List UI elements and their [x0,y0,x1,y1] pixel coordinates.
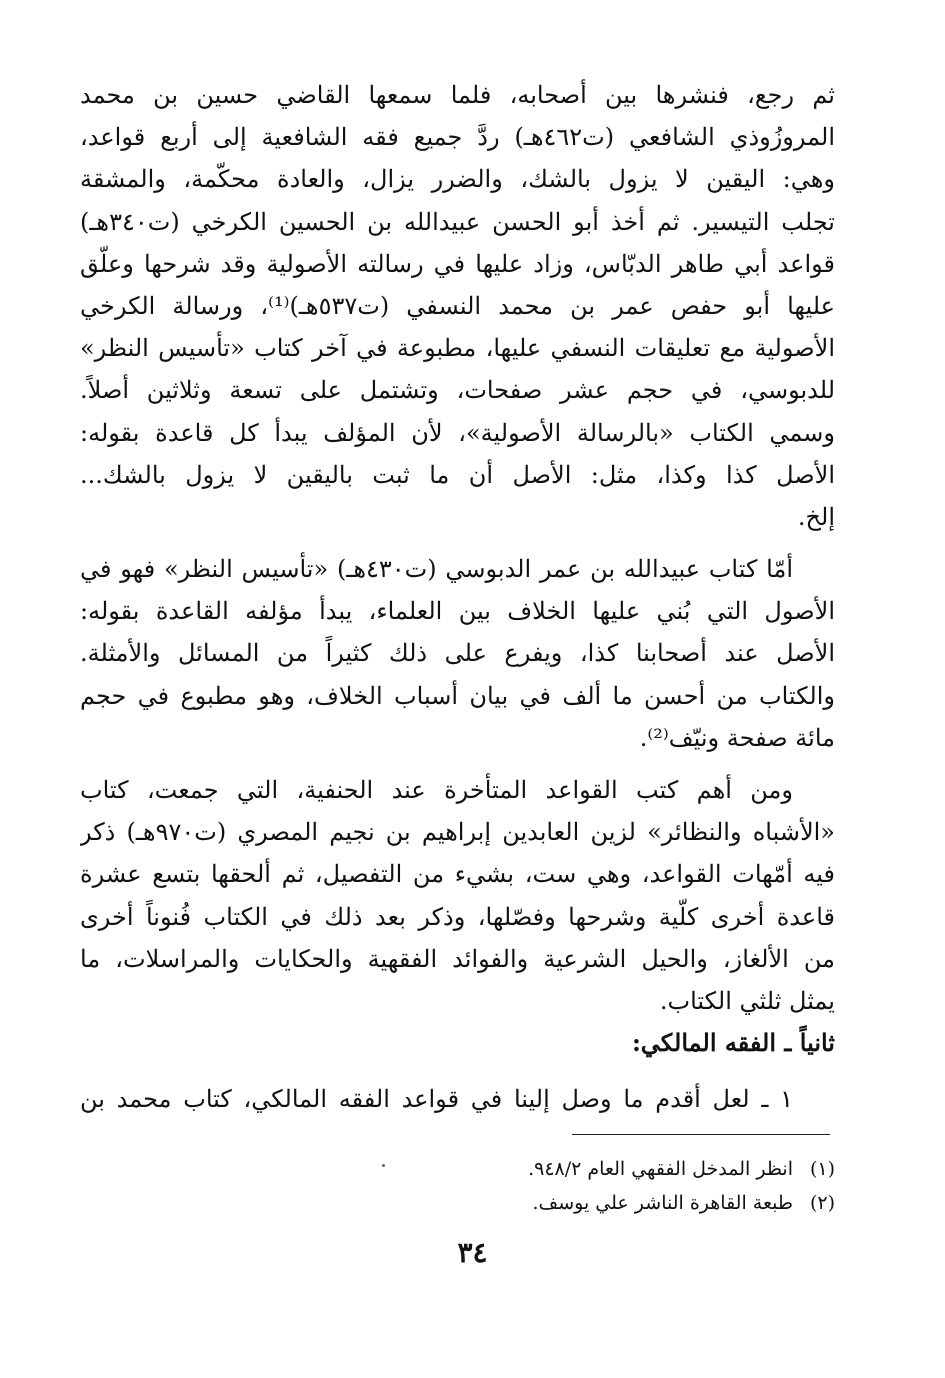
paragraph-3 [80,769,835,1022]
text-line: والكتاب من أحسن ما ألف في بيان أسباب الخلاف، وهو مطبوع في حجم [80,681,835,710]
text-line: أمّا كتاب عبيدالله بن عمر الدبوسي (ت٤٣٠هـ) «تأسيس النظر» فهو في [80,555,793,584]
text-line: عليها أبو حفص عمر بن محمد النسفي (ت٥٣٧هـ)⁽¹⁾، ورسالة الكرخي [80,291,835,320]
footnote-2 [80,1186,835,1220]
paragraph-1 [80,74,835,538]
text-line: الأصولية مع تعليقات النسفي عليها، مطبوعة في آخر كتاب «تأسيس النظر» [80,334,835,363]
text-line: الأصل كذا وكذا، مثل: الأصل أن ما ثبت باليقين لا يزول بالشك... [80,460,835,489]
text-line: وسمي الكتاب «بالرسالة الأصولية»، لأن المؤلف يبدأ كل قاعدة بقوله: [80,418,835,447]
text-line: فيه أمّهات القواعد، وهي ست، بشيء من التفصيل، ثم ألحقها بتسع عشرة [80,860,835,889]
text-line: وهي: اليقين لا يزول بالشك، والضرر يزال، والعادة محكّمة، والمشقة [80,165,835,194]
footnote-number: (١) [809,1158,835,1180]
text-line: «الأشباه والنظائر» لزين العابدين إبراهيم بن نجيم المصري (ت٩٧٠هـ) ذكر [80,818,835,847]
text-line: إلخ. [797,502,835,531]
footnote-1 [80,1152,835,1186]
text-line: للدبوسي، في حجم عشر صفحات، وتشتمل على تسعة وثلاثين أصلاً. [80,376,835,405]
text-line: مائة صفحة ونيّف⁽²⁾. [639,723,835,752]
text-line: قواعد أبي طاهر الدبّاس، وزاد عليها في رسالته الأصولية وقد شرحها وعلّق [80,249,835,278]
text-line: قاعدة أخرى كلّية وشرحها وفصّلها، وذكر بعد ذلك في الكتاب فُنوناً أخرى [80,902,835,931]
text-line: ومن أهم كتب القواعد المتأخرة عند الحنفية، التي جمعت، كتاب [80,776,793,804]
footnote-text: طبعة القاهرة الناشر علي يوسف. [532,1192,793,1214]
text-line: الأصل عند أصحابنا كذا، ويفرع على ذلك كثيراً من المسائل والأمثلة. [80,639,835,668]
footnote-number: (٢) [809,1192,835,1214]
text-line: ثم رجع، فنشرها بين أصحابه، فلما سمعها القاضي حسين بن محمد [80,81,835,109]
text-line: ١ ـ لعل أقدم ما وصل إلينا في قواعد الفقه المالكي، كتاب محمد بن [80,1085,793,1114]
section-heading: ثانياً ـ الفقه المالكي: [631,1028,835,1058]
text-line: من الألغاز، والحيل الشرعية والفوائد الفقهية والحكايات والمراسلات، ما [80,944,835,973]
text-line: تجلب التيسير. ثم أخذ أبو الحسن عبيدالله بن الحسين الكرخي (ت٣٤٠هـ) [80,207,835,236]
text-line: الأصول التي بُني عليها الخلاف بين العلماء، يبدأ مؤلفه القاعدة بقوله: [80,597,835,626]
paragraph-2 [80,548,835,759]
text-line: المروزُوذي الشافعي (ت٤٦٢هـ) ردَّ جميع فقه الشافعية إلى أربع قواعد، [80,123,835,152]
footnote-rule [572,1134,830,1135]
text-line: يمثل ثلثي الكتاب. [659,986,835,1015]
footnotes [80,1152,835,1220]
page-number: ٣٤ [457,1236,488,1269]
footnote-text: انظر المدخل الفقهي العام ٩٤٨/٢. [528,1158,793,1180]
numbered-item [80,1078,835,1120]
